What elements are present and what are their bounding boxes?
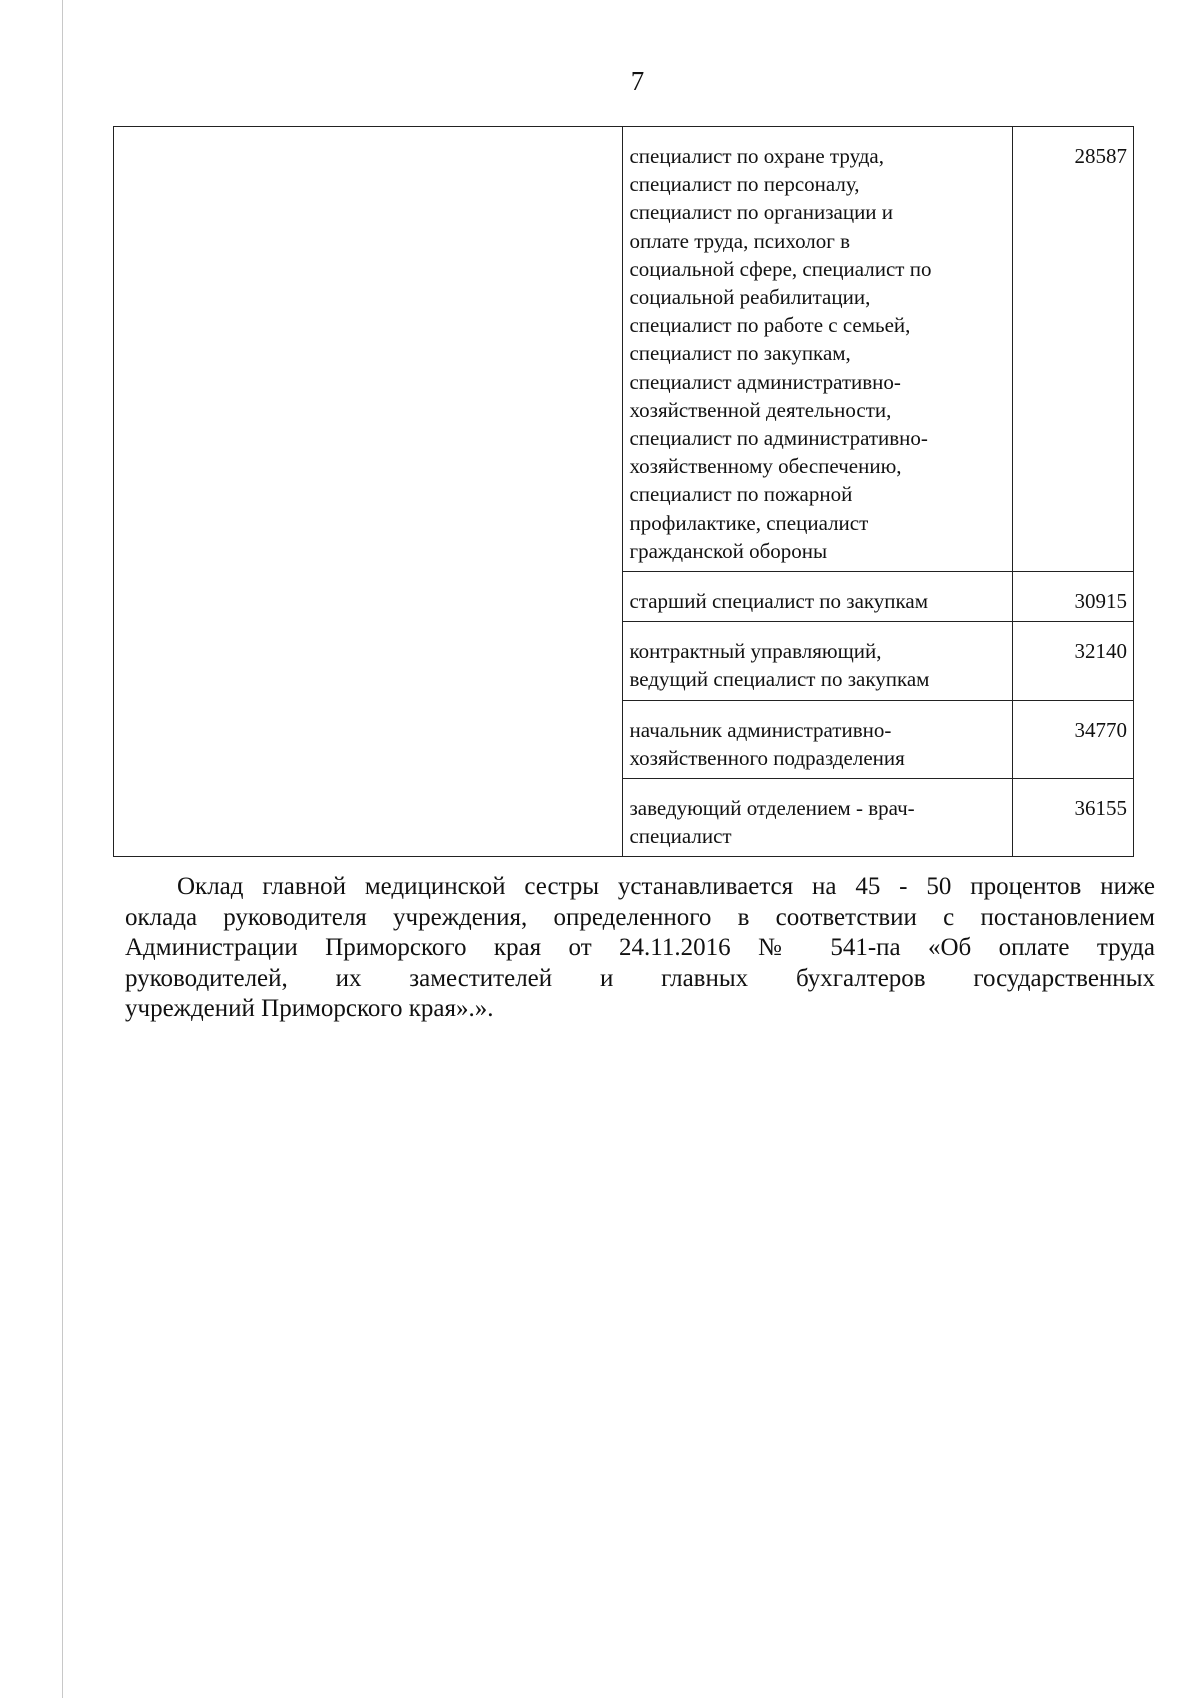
table-row bbox=[114, 127, 1134, 572]
salary-table-body bbox=[114, 127, 1134, 857]
position-line: старший специалист по закупкам bbox=[629, 589, 929, 614]
position-cell bbox=[623, 779, 1012, 857]
position-line: оплате труда, психолог в bbox=[629, 228, 851, 253]
salary-table bbox=[113, 126, 1134, 857]
position-line: специалист по пожарной bbox=[629, 482, 853, 507]
paragraph-line: учреждений Приморского края».». bbox=[125, 995, 494, 1022]
position-cell bbox=[623, 572, 1012, 622]
paragraph-line: Оклад главной медицинской сестры устанавливается на 45 - 50 процентов ниже bbox=[177, 873, 1155, 900]
position-line: контрактный управляющий, bbox=[629, 639, 882, 664]
position-line: специалист по охране труда, bbox=[629, 144, 884, 168]
position-line: социальной реабилитации, bbox=[629, 285, 871, 310]
paragraph-line: Администрации Приморского края от 24.11.2016 № 541-па «Об оплате труда bbox=[125, 934, 1155, 961]
position-line: специалист по административно- bbox=[629, 426, 928, 451]
position-line: хозяйственной деятельности, bbox=[629, 397, 892, 422]
empty-left-cell bbox=[114, 127, 623, 857]
salary-cell: 30915 bbox=[1012, 572, 1133, 622]
paragraph-line: руководителей, их заместителей и главных бухгалтеров государственных bbox=[125, 964, 1155, 992]
closing-paragraph bbox=[125, 872, 1155, 1025]
position-line: ведущий специалист по закупкам bbox=[629, 667, 930, 692]
position-line: хозяйственного подразделения bbox=[629, 745, 905, 770]
salary-cell: 28587 bbox=[1012, 127, 1133, 572]
position-line: начальник административно- bbox=[629, 717, 892, 742]
salary-cell: 36155 bbox=[1012, 779, 1133, 857]
salary-cell: 32140 bbox=[1012, 622, 1133, 700]
position-cell bbox=[623, 127, 1012, 572]
position-cell bbox=[623, 700, 1012, 778]
position-line: специалист bbox=[629, 824, 732, 849]
salary-cell: 34770 bbox=[1012, 700, 1133, 778]
position-line: специалист по работе с семьей, bbox=[629, 313, 911, 338]
position-line: заведующий отделением - врач- bbox=[629, 796, 915, 821]
page-number: 7 bbox=[630, 66, 645, 96]
position-line: профилактике, специалист bbox=[629, 510, 869, 535]
position-line: гражданской обороны bbox=[629, 538, 828, 563]
position-line: хозяйственному обеспечению, bbox=[629, 454, 902, 479]
position-line: специалист по организации и bbox=[629, 200, 894, 225]
position-line: социальной сфере, специалист по bbox=[629, 256, 932, 281]
paragraph-line: оклада руководителя учреждения, определенного в соответствии с постановлением bbox=[125, 903, 1155, 931]
position-line: специалист административно- bbox=[629, 369, 901, 394]
left-margin-line bbox=[62, 0, 63, 1698]
position-cell bbox=[623, 622, 1012, 700]
position-line: специалист по закупкам, bbox=[629, 341, 851, 366]
position-line: специалист по персоналу, bbox=[629, 172, 860, 197]
